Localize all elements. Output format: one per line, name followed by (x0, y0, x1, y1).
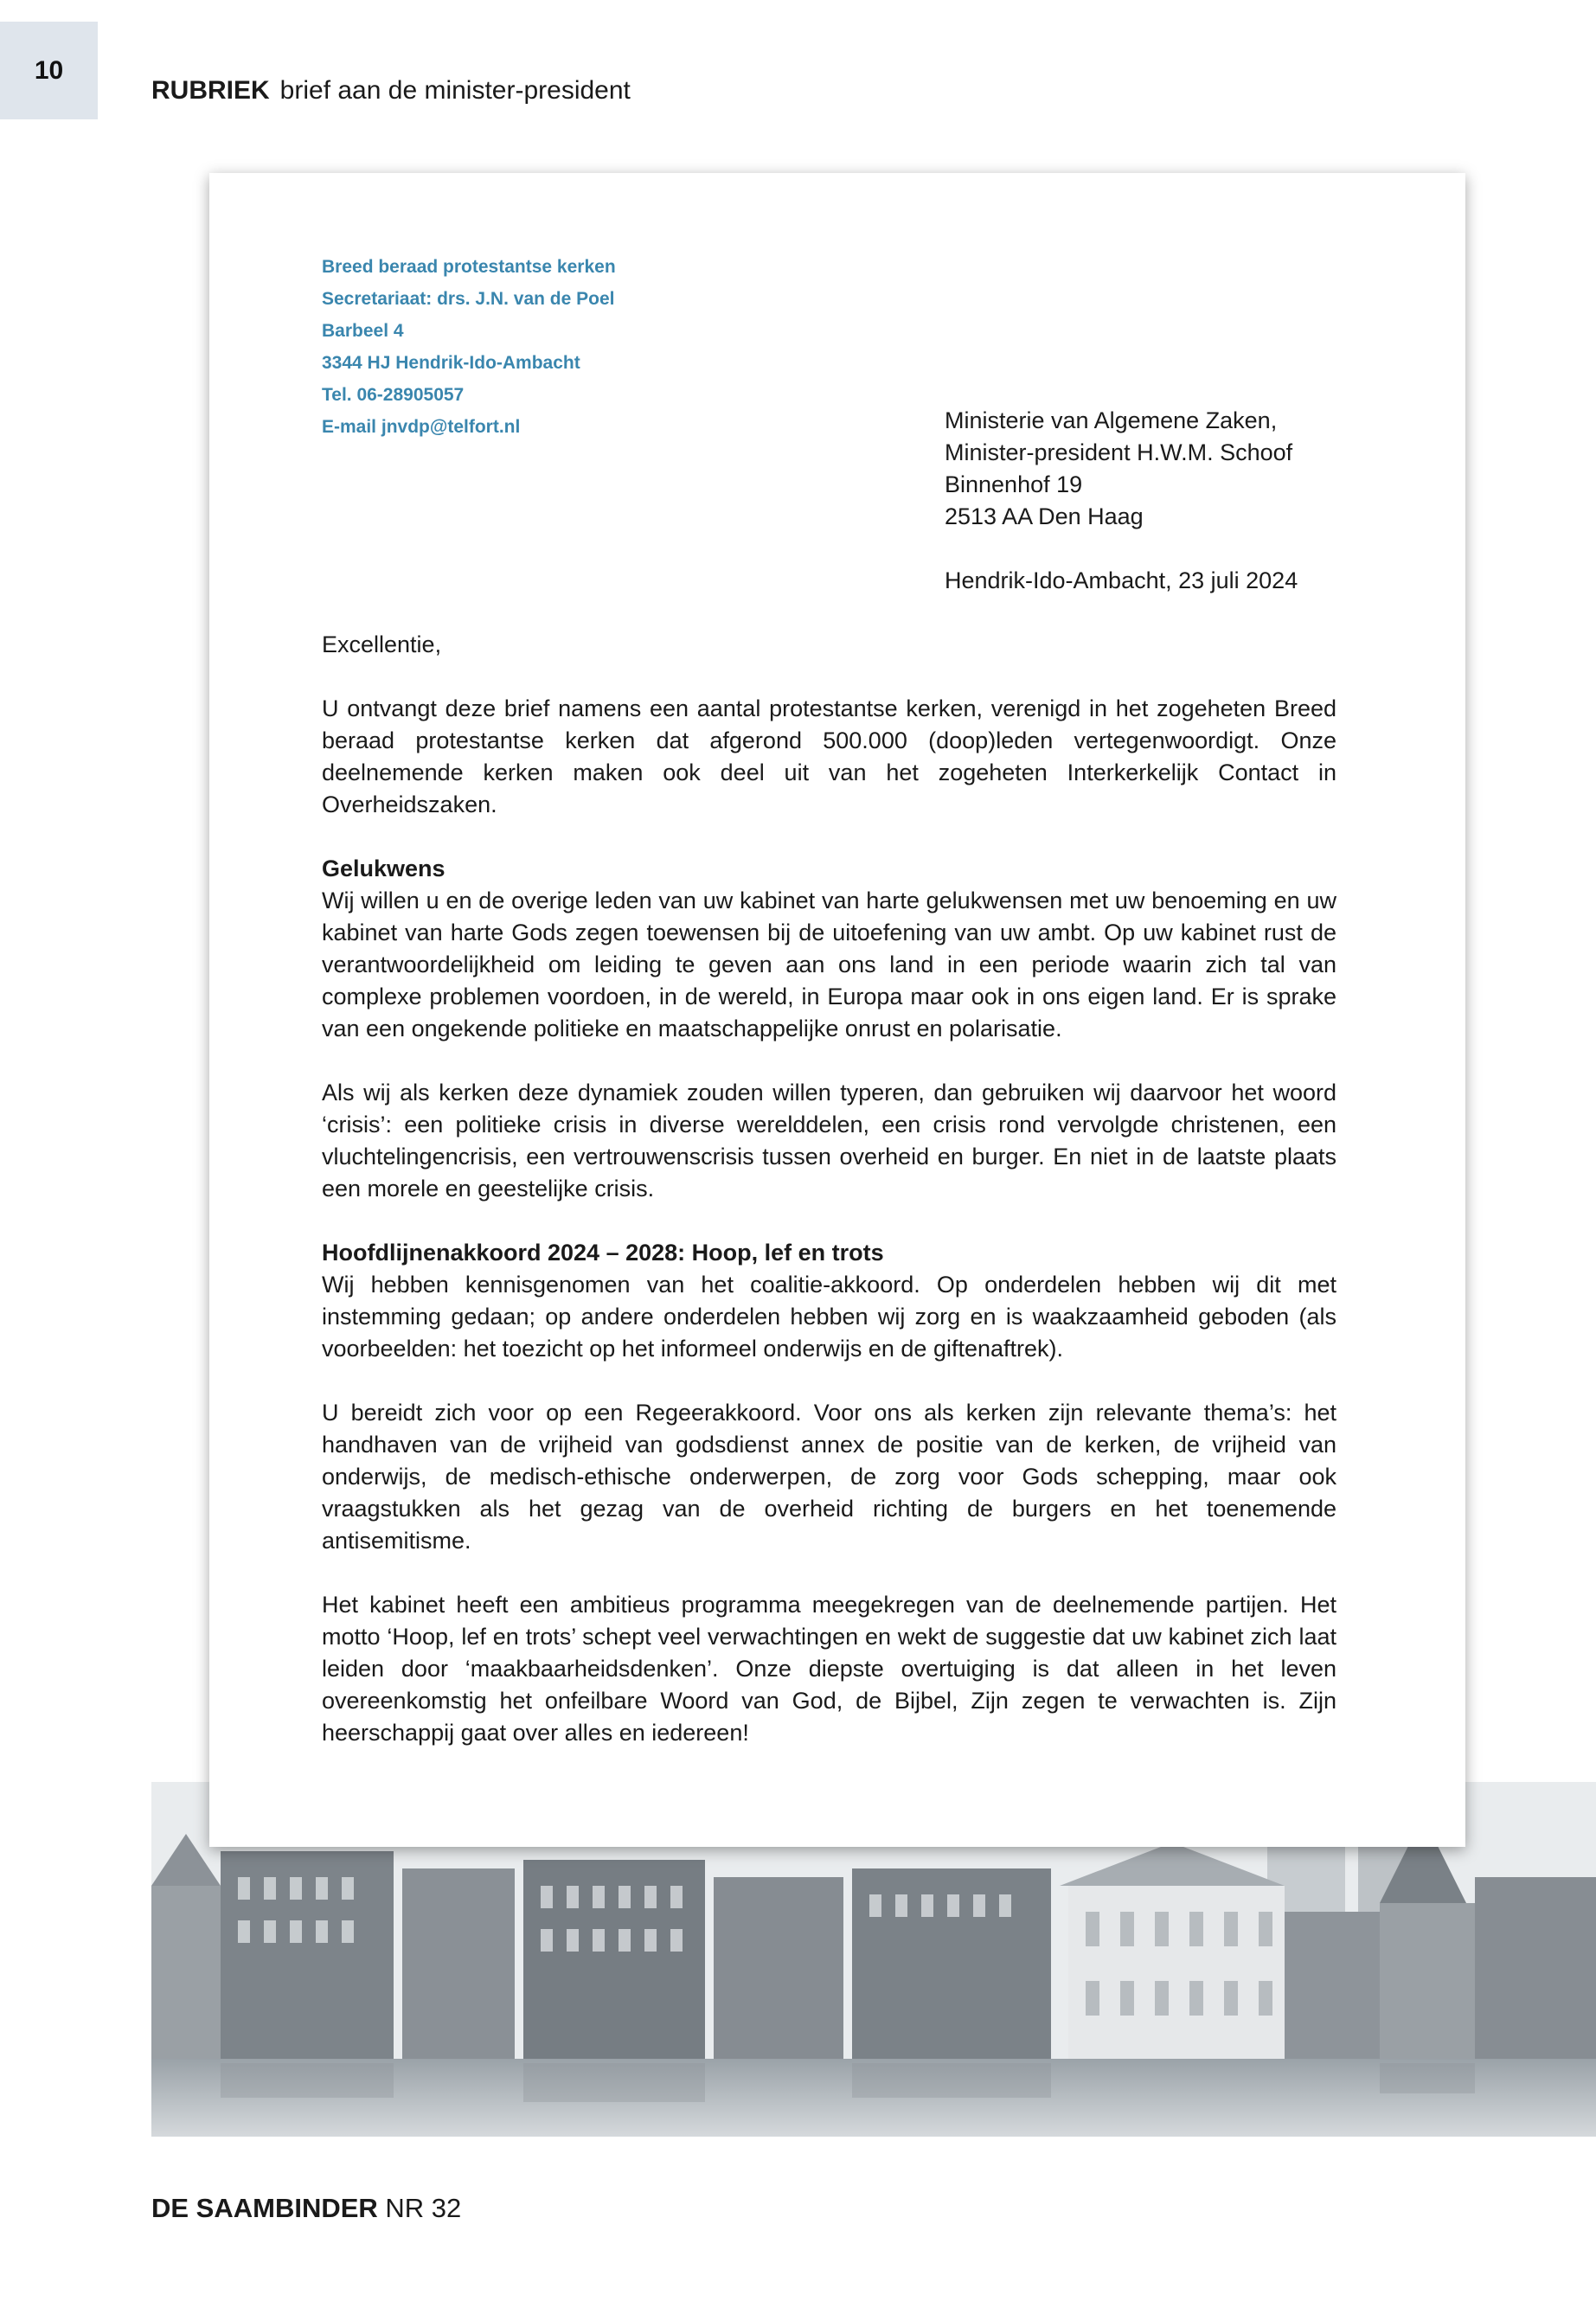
paragraph: Het kabinet heeft een ambitieus programma meegekregen van de deelnemende partijen. Het motto ‘Hoop, lef en trots’ schept veel verwachtingen en wekt de suggestie dat uw kabinet zich laat leiden door ‘maakbaarheidsdenken’. Onze diepste overtuiging is dat alleen in het leven overeenkomstig het onfeilbare Woord van God, de Bijbel, Zijn zegen te verwachten is. Zijn heerschappij gaat over alles en iedereen! (322, 1592, 1336, 1746)
paragraph: U bereidt zich voor op een Regeerakkoord. Voor ons als kerken zijn relevante thema’s: het handhaven van de vrijheid van godsdienst annex de positie van de kerken, de vrijheid van onderwijs, de medisch-ethische onderwerpen, de zorg voor Gods schepping, maar ook vraagstukken als het gezag van de overheid richting de burgers en het toenemende antisemitisme. (322, 1400, 1336, 1554)
recipient-address (945, 405, 1298, 597)
letter-body (322, 629, 1336, 1781)
salutation: Excellentie, (322, 631, 442, 657)
recipient-line: Binnenhof 19 (945, 471, 1083, 497)
magazine-footer (151, 2193, 461, 2224)
intro-paragraph: U ontvangt deze brief namens een aantal protestantse kerken, verenigd in het zogeheten Breed beraad protestantse kerken dat afgerond 500.000 (doop)leden vertegenwoordigt. Onze deelnemende kerken maken ook deel uit van het zogeheten Interkerkelijk Contact in Overheidszaken. (322, 695, 1336, 817)
rubric-title: brief aan de minister-president (279, 76, 631, 105)
sender-line: Barbeel 4 (322, 321, 404, 341)
letter-date: Hendrik-Ido-Ambacht, 23 juli 2024 (945, 567, 1298, 593)
recipient-line: Minister-president H.W.M. Schoof (945, 439, 1293, 465)
issue-number: NR 32 (385, 2193, 462, 2223)
section-heading-hoofdlijnenakkoord: Hoofdlijnenakkoord 2024 – 2028: Hoop, lef en trots (322, 1240, 884, 1266)
rubric-label: RUBRIEK (151, 76, 270, 105)
sender-address (322, 251, 616, 443)
sender-line: Tel. 06-28905057 (322, 385, 465, 405)
sender-line: 3344 HJ Hendrik-Ido-Ambacht (322, 353, 580, 373)
page-number: 10 (0, 22, 98, 119)
letter-page (209, 173, 1465, 1847)
sender-line: Secretariaat: drs. J.N. van de Poel (322, 289, 615, 309)
recipient-line: Ministerie van Algemene Zaken, (945, 407, 1278, 433)
paragraph: Als wij als kerken deze dynamiek zouden willen typeren, dan gebruiken wij daarvoor het woord ‘crisis’: een politieke crisis in diverse werelddelen, een crisis rond vervolgde christenen, een vluchtelingencrisis, een vertrouwenscrisis tussen overheid en burger. En niet in de laatste plaats een morele en geestelijke crisis. (322, 1080, 1336, 1202)
paragraph: Wij hebben kennisgenomen van het coalitie-akkoord. Op onderdelen hebben wij dit met instemming gedaan; op andere onderdelen hebben wij zorg en is waakzaamheid geboden (als voorbeelden: het toezicht op het informeel onderwijs en de giftenaftrek). (322, 1272, 1336, 1362)
magazine-title: DE SAAMBINDER (151, 2193, 378, 2223)
sender-line: Breed beraad protestantse kerken (322, 257, 616, 277)
section-heading-gelukwens: Gelukwens (322, 856, 445, 881)
rubric-header (151, 76, 631, 106)
sender-line: E-mail jnvdp@telfort.nl (322, 417, 521, 437)
paragraph: Wij willen u en de overige leden van uw kabinet van harte gelukwensen met uw benoeming en uw kabinet van harte Gods zegen toewensen bij de uitoefening van uw ambt. Op uw kabinet rust de verantwoordelijkheid om leiding te geven aan ons land in een periode waarin zich tal van complexe problemen voordoen, in de wereld, in Europa maar ook in ons eigen land. Er is sprake van een ongekende politieke en maatschappelijke onrust en polarisatie. (322, 888, 1336, 1042)
recipient-line: 2513 AA Den Haag (945, 503, 1144, 529)
